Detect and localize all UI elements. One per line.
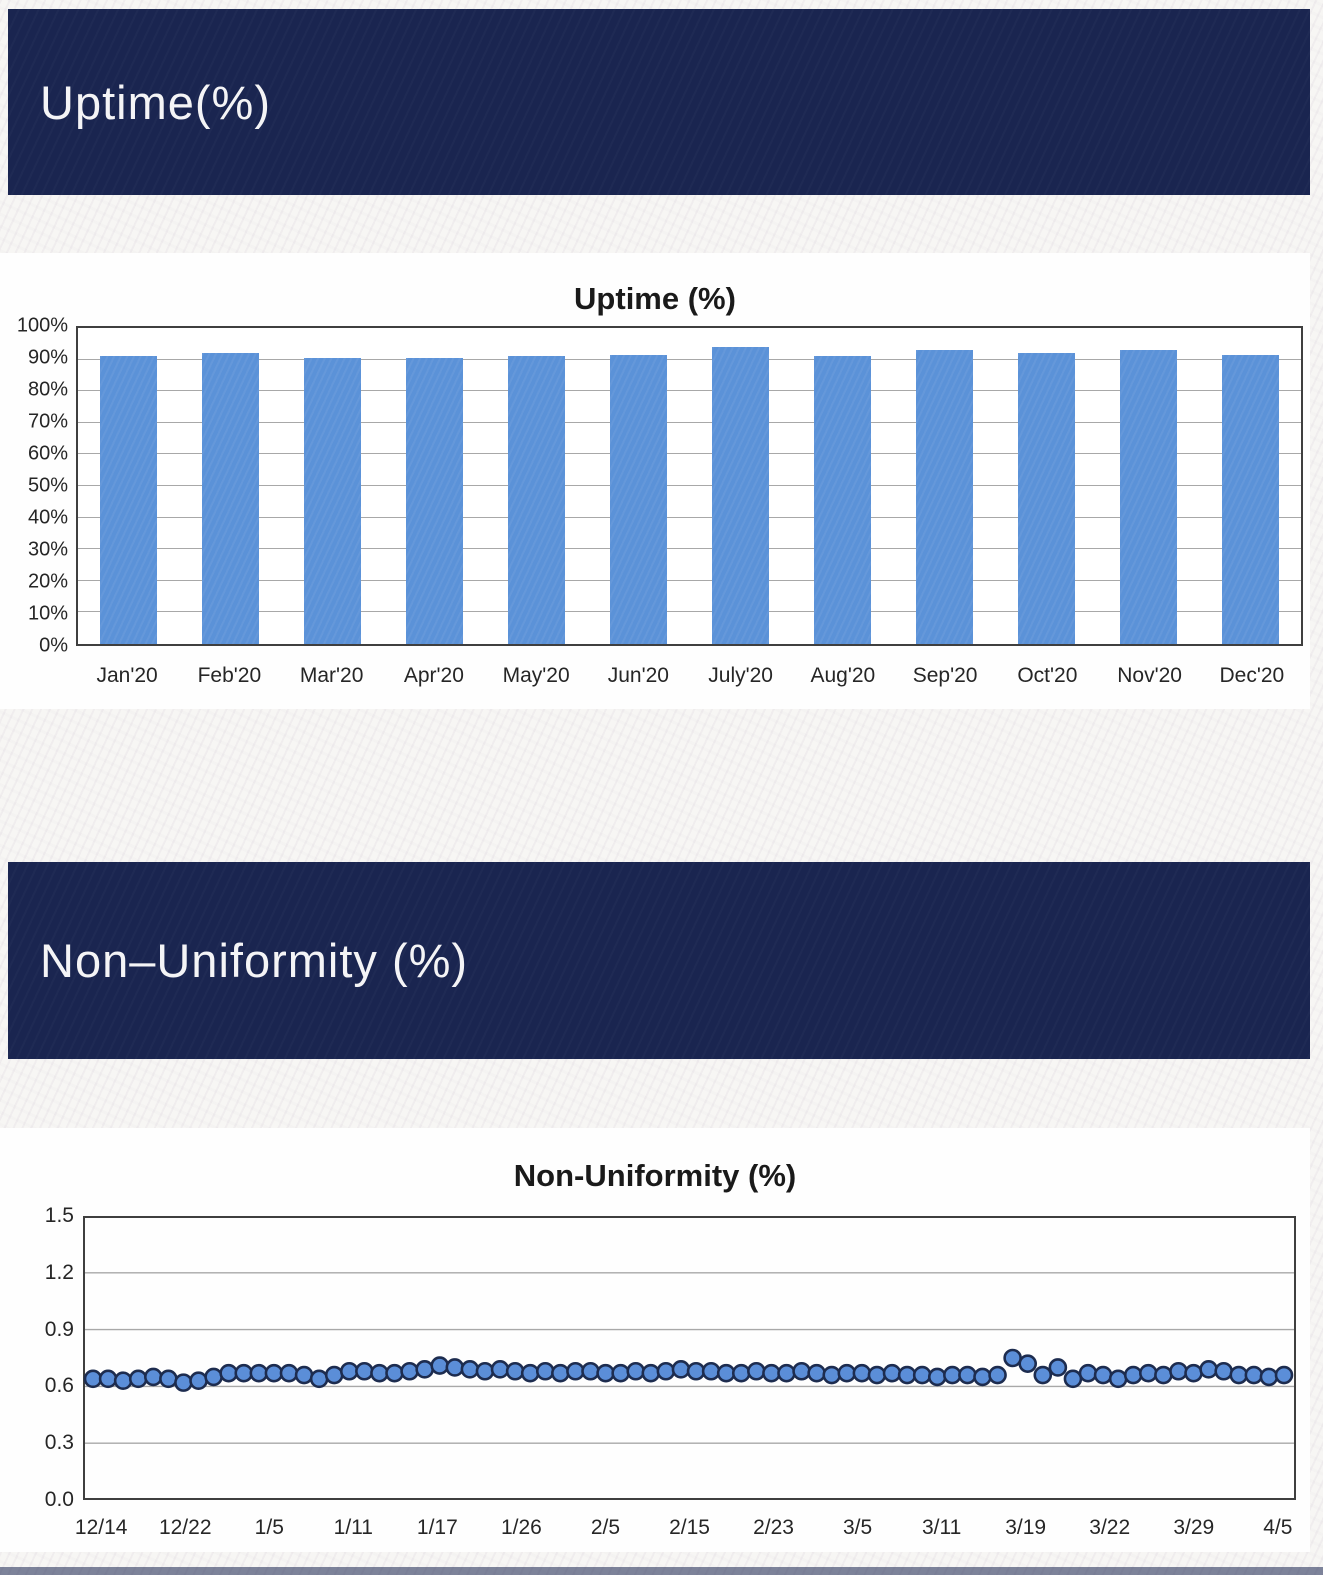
scatter-point: [1065, 1371, 1081, 1387]
scatter-point: [1276, 1367, 1292, 1383]
scatter-point: [794, 1363, 810, 1379]
y-tick-label: 40%: [27, 506, 68, 529]
scatter-point: [567, 1363, 583, 1379]
scatter-point: [628, 1363, 644, 1379]
x-tick-label: Sep'20: [912, 664, 978, 687]
uptime-bar-Jan'20: [100, 356, 157, 644]
y-tick-label: 1.5: [44, 1204, 74, 1227]
nonuniformity-section-title: Non–Uniformity (%): [40, 934, 469, 987]
scatter-point: [281, 1365, 297, 1381]
x-tick-label: Oct'20: [1017, 664, 1078, 687]
scatter-point: [1005, 1350, 1021, 1366]
scatter-point: [1050, 1359, 1066, 1375]
bar-slot: [1199, 328, 1301, 644]
uptime-bar-Feb'20: [202, 353, 259, 644]
uptime-bar-Oct'20: [1018, 353, 1075, 644]
x-tick-label: 12/14: [74, 1516, 128, 1539]
x-tick-label: July'20: [708, 664, 773, 687]
scatter-point: [733, 1365, 749, 1381]
scatter-point: [387, 1365, 403, 1381]
x-tick-label: 1/11: [333, 1516, 373, 1539]
nonuniformity-y-axis: [0, 1204, 74, 1511]
uptime-x-axis: [76, 656, 1303, 688]
scatter-point: [1020, 1356, 1036, 1372]
scatter-point: [266, 1365, 282, 1381]
scatter-point: [447, 1359, 463, 1375]
y-tick-label: 1.2: [44, 1260, 74, 1284]
x-tick-label: Apr'20: [403, 664, 464, 687]
scatter-point: [1170, 1363, 1186, 1379]
uptime-bar-Dec'20: [1222, 355, 1279, 644]
x-tick-label: 12/22: [158, 1516, 212, 1539]
x-tick-label: May'20: [502, 664, 570, 687]
x-tick-label: 3/29: [1173, 1516, 1215, 1539]
scatter-point: [1080, 1365, 1096, 1381]
scatter-point: [206, 1369, 222, 1385]
x-tick-label: Nov'20: [1117, 664, 1182, 687]
scatter-point: [356, 1363, 372, 1379]
scatter-point: [643, 1365, 659, 1381]
x-tick-label: Feb'20: [197, 664, 262, 687]
scatter-point: [1201, 1361, 1217, 1377]
y-tick-label: 10%: [27, 602, 68, 625]
x-tick-label: Aug'20: [810, 664, 876, 687]
scatter-point: [1186, 1365, 1202, 1381]
scatter-point: [251, 1365, 267, 1381]
uptime-bar-May'20: [508, 356, 565, 644]
x-tick-label: 3/11: [921, 1516, 962, 1539]
x-tick-label: 2/5: [590, 1516, 621, 1539]
next-banner-edge: [0, 1567, 1323, 1575]
scatter-point: [115, 1373, 131, 1389]
scatter-point: [191, 1373, 207, 1389]
x-tick-label: Jun'20: [607, 664, 669, 687]
uptime-bar-Sep'20: [916, 350, 973, 644]
scatter-point: [658, 1363, 674, 1379]
uptime-bar-Aug'20: [814, 356, 871, 644]
scatter-point: [417, 1361, 433, 1377]
nonuniformity-scatter-plot: [83, 1216, 1296, 1500]
scatter-point: [884, 1365, 900, 1381]
x-tick-label: Dec'20: [1219, 664, 1285, 687]
scatter-point: [703, 1363, 719, 1379]
scatter-point: [824, 1367, 840, 1383]
scatter-point: [990, 1367, 1006, 1383]
scatter-point: [944, 1367, 960, 1383]
x-tick-label: 2/23: [753, 1516, 794, 1539]
x-tick-label: 1/5: [254, 1516, 284, 1539]
scatter-point: [1110, 1371, 1126, 1387]
scatter-point: [507, 1363, 523, 1379]
scatter-point: [402, 1363, 418, 1379]
x-tick-label: 3/22: [1089, 1516, 1131, 1539]
nonuniformity-chart-title: Non-Uniformity (%): [513, 1158, 797, 1193]
scatter-point: [869, 1367, 885, 1383]
scatter-point: [763, 1365, 779, 1381]
uptime-chart-card: [0, 253, 1310, 709]
x-tick-label: 3/5: [842, 1516, 873, 1539]
scatter-point: [130, 1371, 146, 1387]
scatter-point: [959, 1367, 975, 1383]
scatter-point: [492, 1361, 508, 1377]
uptime-bar-Mar'20: [304, 358, 361, 644]
scatter-point: [326, 1367, 342, 1383]
bar-slot: [282, 328, 384, 644]
uptime-y-axis: [0, 314, 68, 657]
bar-slot: [995, 328, 1097, 644]
scatter-point: [718, 1365, 734, 1381]
scatter-point: [236, 1365, 252, 1381]
bar-slot: [384, 328, 486, 644]
scatter-point: [899, 1367, 915, 1383]
scatter-point: [1095, 1367, 1111, 1383]
scatter-point: [552, 1365, 568, 1381]
uptime-bar-Nov'20: [1120, 350, 1177, 644]
bar-slot: [180, 328, 282, 644]
x-tick-label: 1/17: [416, 1516, 458, 1539]
scatter-point: [477, 1363, 493, 1379]
scatter-point: [778, 1365, 794, 1381]
scatter-point: [1231, 1367, 1247, 1383]
uptime-bar-plot: [76, 326, 1303, 646]
x-tick-label: Jan'20: [96, 664, 158, 687]
uptime-bar-Apr'20: [406, 358, 463, 644]
scatter-point: [914, 1367, 930, 1383]
scatter-point: [929, 1369, 945, 1385]
scatter-point: [1140, 1365, 1156, 1381]
y-tick-label: 50%: [27, 474, 68, 497]
y-tick-label: 90%: [27, 346, 68, 369]
scatter-point: [1125, 1367, 1141, 1383]
y-tick-label: 20%: [27, 570, 68, 593]
y-tick-label: 0.6: [44, 1374, 74, 1398]
scatter-point: [296, 1367, 312, 1383]
y-tick-label: 0.0: [44, 1488, 74, 1511]
x-tick-label: 1/26: [500, 1516, 542, 1539]
scatter-point: [432, 1358, 448, 1374]
scatter-point: [341, 1363, 357, 1379]
scatter-point: [583, 1363, 599, 1379]
y-tick-label: 80%: [27, 378, 68, 401]
bar-slot: [791, 328, 893, 644]
scatter-point: [85, 1371, 101, 1387]
scatter-point: [221, 1365, 237, 1381]
scatter-point: [1216, 1363, 1232, 1379]
y-tick-label: 0.3: [44, 1431, 74, 1455]
bar-slot: [78, 328, 180, 644]
scatter-point: [522, 1365, 538, 1381]
bar-slot: [588, 328, 690, 644]
scatter-point: [175, 1375, 191, 1391]
scatter-point: [974, 1369, 990, 1385]
plot-border: [84, 1217, 1295, 1499]
y-tick-label: 70%: [27, 410, 68, 433]
bar-slot: [690, 328, 792, 644]
nonuniformity-section-banner: [8, 862, 1310, 1059]
scatter-point: [809, 1365, 825, 1381]
scatter-point: [673, 1361, 689, 1377]
bar-slot: [1097, 328, 1199, 644]
nonuniformity-chart-card: [0, 1128, 1310, 1552]
scatter-point: [160, 1371, 176, 1387]
scatter-point: [537, 1363, 553, 1379]
scatter-point: [688, 1363, 704, 1379]
scatter-point: [854, 1365, 870, 1381]
uptime-section-banner: [8, 9, 1310, 195]
scatter-point: [1155, 1367, 1171, 1383]
scatter-point: [748, 1363, 764, 1379]
nonuniformity-x-axis: [74, 1506, 1296, 1546]
scatter-point: [462, 1361, 478, 1377]
scatter-point: [1246, 1367, 1262, 1383]
scatter-point: [100, 1371, 116, 1387]
x-tick-label: Mar'20: [299, 664, 364, 687]
y-tick-label: 60%: [27, 442, 68, 465]
y-tick-label: 30%: [27, 538, 68, 561]
scatter-point: [1261, 1369, 1277, 1385]
uptime-chart-title: Uptime (%): [574, 281, 736, 316]
scatter-point: [311, 1371, 327, 1387]
x-tick-label: 2/15: [669, 1516, 710, 1539]
scatter-point: [1035, 1367, 1051, 1383]
scatter-point: [613, 1365, 629, 1381]
y-tick-label: 0%: [39, 634, 68, 657]
uptime-bar-Jun'20: [610, 355, 667, 644]
bar-slot: [486, 328, 588, 644]
scatter-point: [145, 1369, 161, 1385]
scatter-point: [839, 1365, 855, 1381]
scatter-point: [598, 1365, 614, 1381]
bar-slot: [893, 328, 995, 644]
y-tick-label: 100%: [16, 314, 68, 337]
x-tick-label: 4/5: [1263, 1516, 1293, 1539]
x-tick-label: 3/19: [1005, 1516, 1047, 1539]
scatter-point: [371, 1365, 387, 1381]
uptime-bar-July'20: [712, 347, 769, 644]
y-tick-label: 0.9: [44, 1317, 74, 1341]
scatter-svg: [83, 1216, 1296, 1500]
uptime-section-title: Uptime(%): [40, 75, 271, 129]
